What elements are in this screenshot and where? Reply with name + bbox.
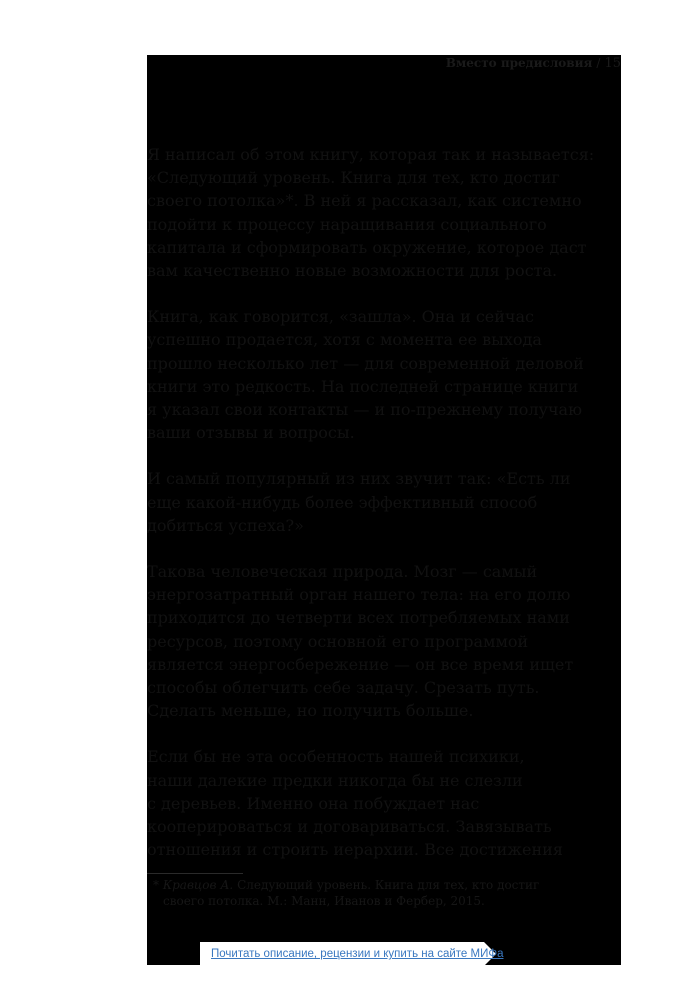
text-line: И самый популярный из них звучит так: «Есть ли: [147, 469, 571, 489]
text-line: Сделать меньше, но получить больше.: [147, 701, 474, 721]
text-line: «Следующий уровень. Книга для тех, кто достиг: [147, 168, 560, 188]
text-line: Такова человеческая природа. Мозг — самый: [147, 562, 538, 582]
header-separator: /: [596, 56, 601, 70]
paragraph-4: [147, 560, 621, 722]
text-line: успешно продается, хотя с момента ее выхода: [147, 330, 542, 350]
text-line: приходится до четверти всех потребляемых нами: [147, 608, 570, 628]
text-line: Если бы не эта особенность нашей психики,: [147, 747, 525, 767]
footnote: [153, 877, 613, 909]
paragraph-3: [147, 467, 621, 537]
text-line: еще какой-нибудь более эффективный способ: [147, 492, 538, 512]
paragraph-1: [147, 143, 621, 282]
text-line: подойти к процессу наращивания социального: [147, 214, 547, 234]
text-line: ресурсов, поэтому основной его программой: [147, 631, 529, 651]
book-page: [147, 55, 621, 965]
footnote-line-2: своего потолка. М.: Манн, Иванов и Фербер, 2015.: [163, 894, 485, 908]
footnote-author: Кравцов А.: [162, 878, 234, 892]
footnote-text: Следующий уровень. Книга для тех, кто достиг: [237, 878, 540, 892]
footnote-divider: [147, 873, 243, 874]
page-number: 15: [604, 56, 621, 71]
text-line: капитала и сформировать окружение, которое даст: [147, 237, 587, 257]
section-title: Вместо предисловия: [445, 56, 593, 70]
text-line: кооперироваться и договариваться. Завязывать: [147, 817, 552, 837]
text-line: добиться успеха?»: [147, 515, 304, 535]
text-line: способы облегчить себе задачу. Срезать путь.: [147, 678, 540, 698]
text-line: вам качественно новые возможности для роста.: [147, 261, 558, 281]
paragraph-5: [147, 745, 621, 861]
text-line: энергозатратный орган нашего тела: на его долю: [147, 585, 571, 605]
footnote-line-1: [153, 877, 613, 893]
text-line: я указал свои контакты — и по-прежнему получаю: [147, 400, 582, 420]
paragraph-2: [147, 305, 621, 444]
text-line: с деревьев. Именно она побуждает нас: [147, 793, 480, 813]
text-line: прошло несколько лет — для современной деловой: [147, 353, 584, 373]
buy-link-label[interactable]: Почитать описание, рецензии и купить на сайте МИФа: [211, 948, 504, 960]
text-line: своего потолка»*. В ней я рассказал, как системно: [147, 191, 582, 211]
footnote-marker: *: [153, 878, 159, 892]
text-line: Я написал об этом книгу, которая так и называется:: [147, 145, 595, 164]
text-line: книги это редкость. На последней странице книги: [147, 376, 579, 396]
text-line: ваши отзывы и вопросы.: [147, 423, 355, 443]
text-line: отношения и строить иерархии. Все достижения: [147, 840, 563, 860]
buy-on-mif-link[interactable]: [200, 942, 504, 966]
text-line: является энергосбережение — он все время ищет: [147, 654, 574, 674]
body-text: [147, 143, 621, 884]
text-line: Книга, как говорится, «зашла». Она и сейчас: [147, 307, 534, 327]
running-head: [446, 55, 621, 71]
text-line: наши далекие предки никогда бы не слезли: [147, 770, 523, 790]
